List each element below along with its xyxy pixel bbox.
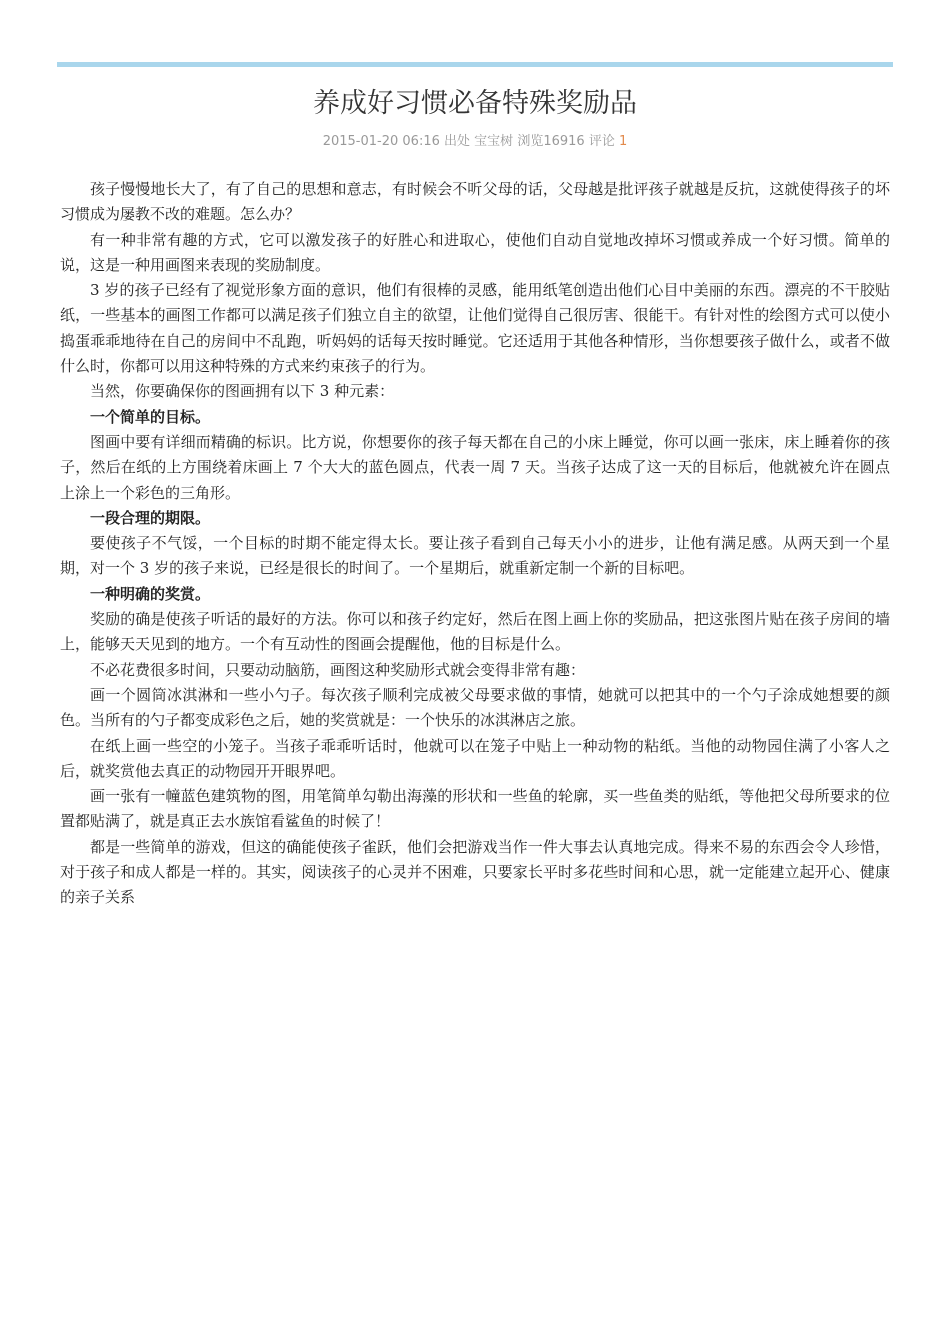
article-paragraph: 在纸上画一些空的小笼子。当孩子乖乖听话时，他就可以在笼子中贴上一种动物的粘纸。当他的动物园住满了小客人之后，就奖赏他去真正的动物园开开眼界吧。 <box>60 736 890 780</box>
article-paragraph: 都是一些简单的游戏，但这的确能使孩子雀跃，他们会把游戏当作一件大事去认真地完成。得来不易的东西会令人珍惜，对于孩子和成人都是一样的。其实，阅读孩子的心灵并不困难，只要家长平时多花些时间和心思，就一定能建立起开心、健康的亲子关系 <box>60 837 890 907</box>
header-divider <box>57 62 893 67</box>
comments-label: 评论 <box>588 134 615 149</box>
section-heading: 一个简单的目标。 <box>90 407 211 426</box>
article-paragraph: 图画中要有详细而精确的标识。比方说，你想要你的孩子每天都在自己的小床上睡觉，你可以画一张床，床上睡着你的孩子，然后在纸的上方围绕着床画上 7 个大大的蓝色圆点，代表一周 7 天。当孩子达成了这一天的目标后，他就被允许在圆点上涂上一个彩色的三角形。 <box>60 432 890 502</box>
article-body <box>60 177 890 911</box>
article-paragraph: 要使孩子不气馁，一个目标的时期不能定得太长。要让孩子看到自己每天小小的进步，让他有满足感。从两天到一个星期，对一个 3 岁的孩子来说，已经是很长的时间了。一个星期后，就重新定制一个新的目标吧。 <box>60 534 890 578</box>
section-heading: 一种明确的奖赏。 <box>90 584 211 603</box>
article-paragraph: 奖励的确是使孩子听话的最好的方法。你可以和孩子约定好，然后在图上画上你的奖励品，把这张图片贴在孩子房间的墙上，能够天天见到的地方。一个有互动性的图画会提醒他，他的目标是什么。 <box>60 610 890 654</box>
article-paragraph: 3 岁的孩子已经有了视觉形象方面的意识，他们有很棒的灵感，能用纸笔创造出他们心目中美丽的东西。漂亮的不干胶贴纸，一些基本的画图工作都可以满足孩子们独立自主的欲望，让他们觉得自己很厉害、很能干。有针对性的绘图方式可以使小捣蛋乖乖地待在自己的房间中不乱跑，听妈妈的话每天按时睡觉。它还适用于其他各种情形，当你想要孩子做什么，或者不做什么时，你都可以用这种特殊的方式来约束孩子的行为。 <box>60 281 890 376</box>
source-label: 出处 <box>444 134 471 149</box>
article-paragraph: 当然，你要确保你的图画拥有以下 3 种元素： <box>90 382 395 401</box>
section-heading: 一段合理的期限。 <box>90 508 211 527</box>
article-paragraph: 不必花费很多时间，只要动动脑筋，画图这种奖励形式就会变得非常有趣： <box>90 660 586 679</box>
article-paragraph: 画一张有一幢蓝色建筑物的图，用笔简单勾勒出海藻的形状和一些鱼的轮廓，买一些鱼类的贴纸，等他把父母所要求的位置都贴满了，就是真正去水族馆看鲨鱼的时候了！ <box>60 787 890 831</box>
views-label: 浏览 <box>517 134 544 149</box>
source-name[interactable]: 宝宝树 <box>474 134 514 149</box>
article-paragraph: 有一种非常有趣的方式，它可以激发孩子的好胜心和进取心，使他们自动自觉地改掉坏习惯或养成一个好习惯。简单的说，这是一种用画图来表现的奖励制度。 <box>60 230 890 274</box>
article-paragraph: 画一个圆筒冰淇淋和一些小勺子。每次孩子顺利完成被父母要求做的事情，她就可以把其中的一个勺子涂成她想要的颜色。当所有的勺子都变成彩色之后，她的奖赏就是：一个快乐的冰淇淋店之旅。 <box>60 685 890 730</box>
article-paragraph: 孩子慢慢地长大了，有了自己的思想和意志，有时候会不听父母的话，父母越是批评孩子就越是反抗，这就使得孩子的坏习惯成为屡教不改的难题。怎么办？ <box>60 180 890 224</box>
publish-date: 2015-01-20 06:16 <box>322 134 440 149</box>
views-count: 16916 <box>543 134 585 149</box>
comments-count[interactable]: 1 <box>619 134 628 149</box>
article-title: 养成好习惯必备特殊奖励品 <box>313 88 637 119</box>
article-meta <box>57 132 893 152</box>
